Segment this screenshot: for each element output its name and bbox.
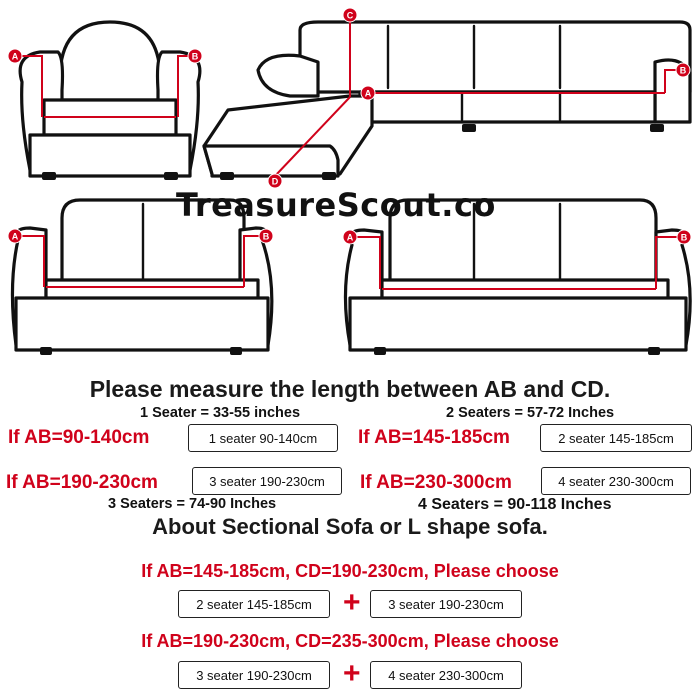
condition-ab-90-140: If AB=90-140cm bbox=[8, 427, 150, 448]
sectional-condition-2: If AB=190-230cm, CD=235-300cm, Please choose bbox=[141, 631, 559, 651]
one-seater-range: 1 Seater = 33-55 inches bbox=[140, 405, 301, 421]
sectional-heading: About Sectional Sofa or L shape sofa. bbox=[152, 514, 548, 539]
condition-ab-145-185: If AB=145-185cm bbox=[358, 427, 510, 448]
measure-headline: Please measure the length between AB and CD. bbox=[89, 376, 611, 402]
condition-ab-190-230: If AB=190-230cm bbox=[6, 472, 158, 493]
sectional-option-3-seater[interactable]: 3 seater 190-230cm bbox=[178, 661, 330, 689]
marker-a-label: A bbox=[364, 88, 372, 99]
option-3-seater[interactable]: 3 seater 190-230cm bbox=[192, 467, 342, 495]
plus-icon: + bbox=[343, 657, 361, 690]
two-seater-range: 2 Seaters = 57-72 Inches bbox=[446, 405, 615, 421]
marker-b-label: B bbox=[191, 51, 199, 62]
condition-ab-230-300: If AB=230-300cm bbox=[360, 472, 512, 493]
watermark: TreasureScout.co bbox=[176, 186, 496, 224]
marker-c-label: C bbox=[346, 10, 354, 21]
plus-icon: + bbox=[343, 586, 361, 619]
option-1-seater[interactable]: 1 seater 90-140cm bbox=[188, 424, 338, 452]
sectional-option-4-seater[interactable]: 4 seater 230-300cm bbox=[370, 661, 522, 689]
marker-b-label: B bbox=[262, 231, 270, 242]
armchair-drawing bbox=[18, 22, 200, 180]
marker-a-label: A bbox=[11, 231, 19, 242]
marker-d-label: D bbox=[271, 176, 279, 187]
marker-b-label: B bbox=[679, 65, 687, 76]
sectional-condition-1: If AB=145-185cm, CD=190-230cm, Please choose bbox=[141, 561, 559, 581]
sectional-option-2-seater[interactable]: 2 seater 145-185cm bbox=[178, 590, 330, 618]
option-2-seater[interactable]: 2 seater 145-185cm bbox=[540, 424, 692, 452]
option-4-seater[interactable]: 4 seater 230-300cm bbox=[541, 467, 691, 495]
sectional-option-3-seater[interactable]: 3 seater 190-230cm bbox=[370, 590, 522, 618]
marker-a-label: A bbox=[11, 51, 19, 62]
marker-a-label: A bbox=[346, 232, 354, 243]
four-seater-range: 4 Seaters = 90-118 Inches bbox=[418, 496, 612, 513]
marker-b-label: B bbox=[680, 232, 688, 243]
three-seater-range: 3 Seaters = 74-90 Inches bbox=[108, 496, 277, 512]
sectional-sofa-drawing bbox=[204, 15, 690, 180]
